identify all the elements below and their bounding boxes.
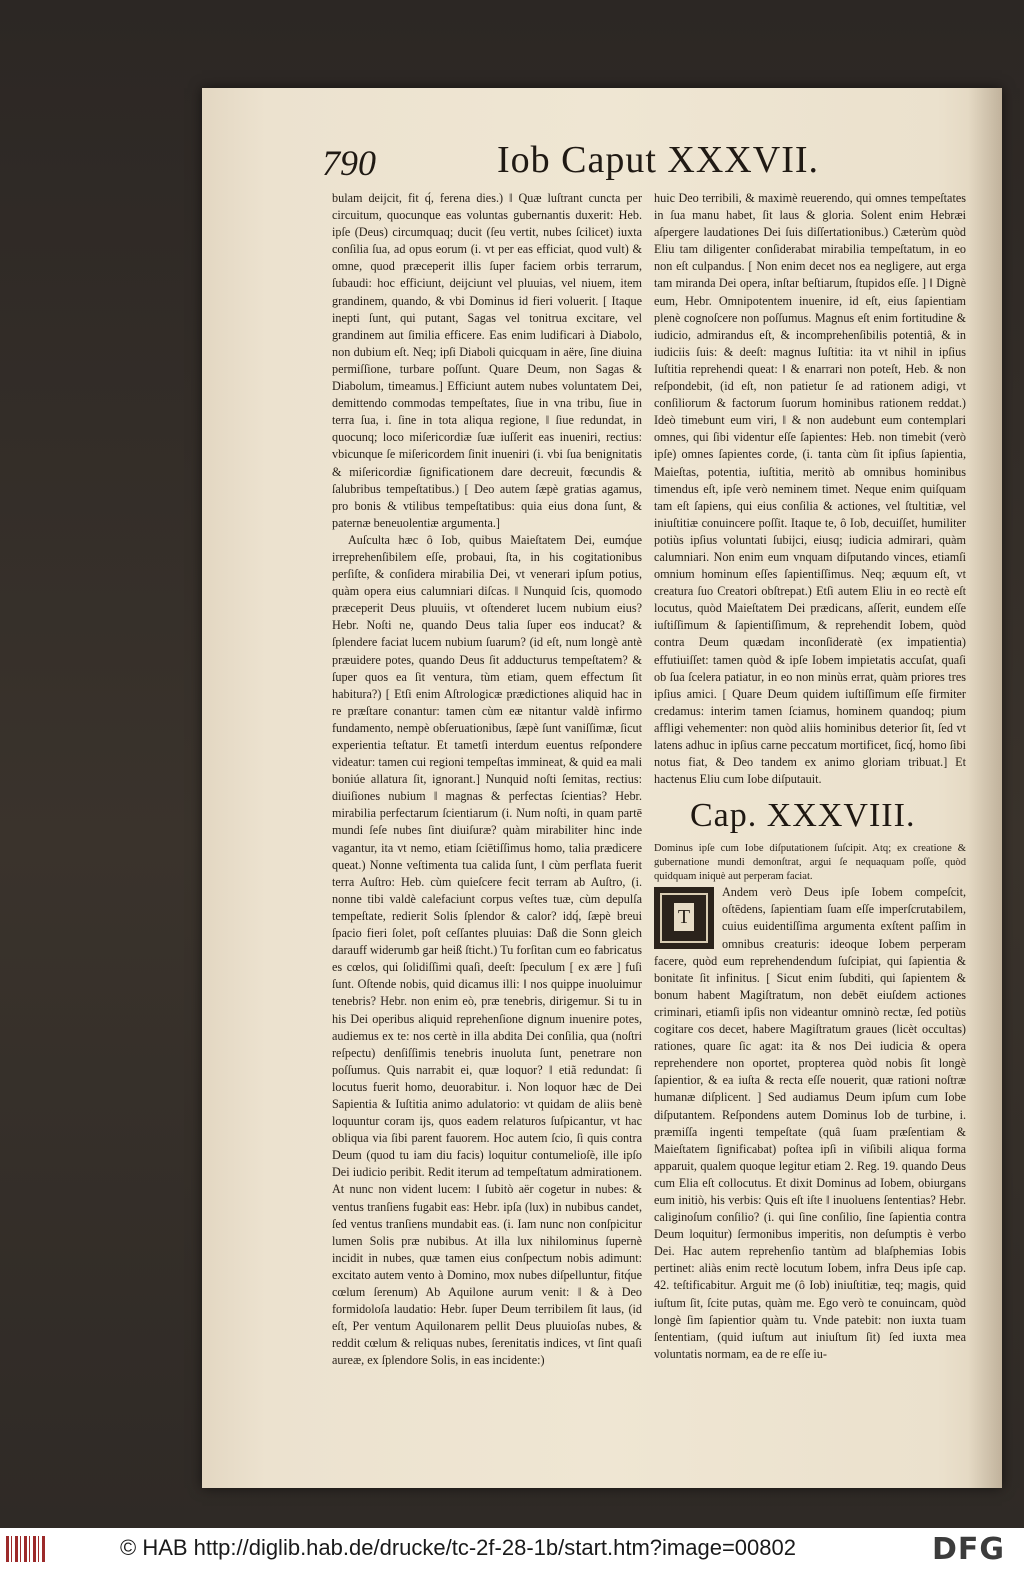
left-paragraph-2: Auſculta hæc ô Iob, quibus Maieſtatem Dei, eumq́ue irreprehenſibilem eſſe, probaui, ſta, in his cogitationibus perſiſte, & conſidera mirabilia Dei, vt venerari ipſum potius, quàm opera eius calumniari diſcas. ‖ Nunquid ſcis, quomodo præceperit Deus pluuiis, vt oſtenderet lucem nubium eius? Hebr. Noſti ne, quando Deus talia ſuper eos inducat? & ſplendere faciat lucem nubium ſuarum? (id eſt, num longè antè præuidere potes, quando Deus ſit adducturus tempeſtatem? & ſuper quos ea ſit ventura, tùm etiam, quem effectum ſit habitura?) [ Etſi enim Aſtrologicæ prædictiones aliquid hac in re præſtare conantur: tamen cùm eæ nitantur valdè infirmo fundamento, nempè obſeruationibus, ſæpè ſunt vaniſſimæ, ſicut experientia teſtatur. Et tametſi interdum euentus reſpondere videatur: tamen cui regioni tempeſtas immineat, & quid ea mali boniúe allatura ſit, ignorant.] Nunquid noſti ſemitas, rectius: diuiſiones nubium ‖ magnas & perfectas ſcientias? Hebr. mirabilia perfectarum ſcientiarum (i. Num noſti, in quam partē mundi ſeſe nubes ſint diuiſuræ? quàm mirabiliter hinc inde vagantur, ita vt nemo, etiam ſciētiſſimus homo, talia prædicere queat.) Nonne veſtimenta tua calida ſunt, ‖ cùm perflata fuerit terra Auſtro: Heb. cùm quieſcere fecit terram ab Auſtro, (i. nonne tibi valdè calefaciunt corpus veſtes tuæ, cùm depulſa tempeſtate, redierit Solis ſplendor & calor? idq́, ſæpè breui ſpacio fieri ſolet, poſt ceſſantes pluuias: Daß die Sonn gleich darauff widerumb gar heiß ſticht.) Tu forſitan cum eo fabricatus es cœlos, qui ſolidiſſimi quaſi, deeſt: ſpeculum [ ex ære ] fuſi ſunt. Oſtende nobis, quid dicamus illi: ‖ nos quippe inuoluimur tenebris? Hebr. non enim eò, præ tenebris, dirigemur. Si tu in his Dei operibus aliquid reprehenſione dignum inuenire potes, audiemus ex te: nos certè in illa abdita Dei conſilia, qua (noſtri reſpectu) denſiſſimis tenebris inuoluta ſunt, penetrare non poſſumus. Quis narrabit ei, quæ loquor? ‖ etiã redundat: ſi locutus fuerit homo, deuorabitur. i. Non loquor hæc de Dei Sapientia & Iuſtitia animo adulatorio: vt quidam de aliis benè loquuntur coram ijs, quos eadem relaturos ſuſpicantur, vt hac obliqua via ſibi parent fauorem. Hoc autem ſcio, ſi quis contra Deum (quod tu iam diu facis) loquitur contumelioſè, ille ipſo Dei iudicio peribit. Redit iterum ad tempeſtatum admirationem. At nunc non vident lucem: ‖ ſubitò aër cogetur in nubes: & ventus tranſiens fugabit eas: Hebr. ipſa (lux) in nubibus candet, ſed ventus tranſiens mundabit eas. (i. Iam nunc non conſpicitur lumen Solis præ nubibus. At illa lux nihilominus ſupernè incidit in nubes, quæ tamen eius conſpectum nobis adimunt: excitato autem vento à Domino, mox nubes diſpelluntur, fitq́ue cœlum ſerenum) Ab Aquilone aurum venit: ‖ & à Deo formidoloſa laudatio: Hebr. ſuper Deum terribilem ſit laus, (id eſt, Per ventum Aquilonarem pellit Deus pluuioſas nubes, & reddit cœlum & reliquas nubes, ſerenitatis indices, vt ſint quaſi aureæ, ex ſplendore Solis, in eas incidente:) <box>332 532 642 1368</box>
running-title: Iob Caput XXXVII. <box>497 139 820 181</box>
chapter-body <box>654 884 966 1363</box>
source-url[interactable]: © HAB http://diglib.hab.de/drucke/tc-2f-28-1b/start.htm?image=00802 <box>120 1535 796 1560</box>
viewer-footer <box>0 1528 1024 1570</box>
initial-letter: T <box>674 903 694 931</box>
barcode-icon <box>6 1536 46 1562</box>
dfg-logo: DFG <box>932 1532 1006 1567</box>
page-gutter-shadow <box>968 88 1002 1488</box>
right-column <box>654 190 966 1363</box>
chapter-argument: Dominus ipſe cum Iobe diſputationem ſuſcipit. Atq; ex creatione & gubernatione mundi demonſtrat, argui ſe nequaquam poſſe, quòd quidquam iniquè aut perperam faciat. <box>654 843 966 883</box>
page-number: 790 <box>322 143 376 183</box>
left-paragraph-1: bulam deijcit, fit q́, ferena dies.) ‖ Quæ luſtrant cuncta per circuitum, quocunque eas voluntas gubernantis duxerit: Heb. ipſe (Deus) circumquaq; ducit (ſeu vertit, nubes ſcilicet) iuxta conſilia ſua, ad opus eorum (i. vt per eas efficiat, quod vult) & omne, quod præceperit illis ſuper faciem orbis terrarum, ſubaudi: hoc efficiunt, deijciunt vel pluuias, vel niuem, item grandinem, quando, & vbi Dominus id fieri voluerit. [ Itaque inepti ſunt, qui putant, Sagas vel tonitrua excitare, vel grandinem aut ſimilia efficere. Eas enim ludificari à Diabolo, non dubium eſt. Neq; ipſi Diaboli quicquam in aëre, ſine diuina permiſſione, turbare poſſunt. Quare Deum, non Sagas & Diabolum, timeamus.] Efficiunt autem nubes voluntatem Dei, demittendo commodas tempeſtates, ſiue in vna tribu, ſiue in terra ſua, i. ſine in tota aliqua regione, ‖ ſiue redundat, in quocunq; loco miſericordiæ ſuæ iuſſerit eas inueniri, rectius: vbicunque ſe miſericordem ſinit inueniri (i. vbi ſua benignitatis & miſericordiæ ſignificationem dare decreuit, fœcundis & ſalubribus tempeſtatibus.) [ Deo autem ſæpè gratias agamus, pro bonis & vtilibus tempeſtatibus: quia eius dona ſunt, & paternæ beneuolentiæ argumenta.] <box>332 191 642 530</box>
chapter-heading: Cap. XXXVIII. <box>690 797 916 835</box>
running-head <box>322 138 962 184</box>
chapter-paragraph-1: Andem verò Deus ipſe Iobem compeſcit, oſtēdens, ſapientiam ſuam eſſe imperſcrutabilem, cuius euidentiſſima argumenta exſtent paſſim in omnibus creaturis: ideoque Iobem perperam facere, quòd eum reprehendendum ſuſcipiat, qui ſapientia & bonitate ſit infinitus. [ Sicut enim ſubditi, qui ſapientem & bonum habent Magiſtratum, non debēt eiuſdem actiones criminari, etiamſi ipſis non videantur omninò rectæ, ſed potiùs cogitare cos decet, habere Magiſtratum graues (licèt occultas) rationes, quare ſic agat: ita & nos Dei iudicia & opera reprehendere non oportet, propterea quòd nobis ſit longè ſapientior, & ea iuſta & recta eſſe nouerit, quæ rationi noſtræ humanæ diſplicent. ] Sed audiamus Deum ipſum cum Iobe diſputantem. Reſpondens autem Dominus Iob de turbine, i. præmiſſa ingenti tempeſtate (quâ ſuam præſentiam & Maieſtatem ſignificabat) poſtea ipſi in viſibili aliqua forma apparuit, qualem quoque legitur etiam 2. Reg. 19. quando Deus cum Elia eſt collocutus. Et dixit Dominus ad Iobem, obiurgans eum initiò, his verbis: Quis eſt iſte ‖ inuoluens ſententias? Hebr. caliginoſum conſilio? (i. qui ſine conſilio, ſine ſapientia contra Deum loquitur) ſermonibus imperitis, non deſumptis è verbo Dei. Hac autem reprehenſio tantùm ad blaſphemias Iobis pertinet: aliàs enim rectè locutum Iobem, infra Deus ipſe cap. 42. teſtificabitur. Arguit me (ô Iob) iniuſtitiæ, teq; magis, quid iuſtum ſit, ſcite putas, quàm me. Ego verò te conuincam, quòd longè ſim ſapientior quàm tu. Vnde patebit: non iuxta tuam ſententiam, (quid iuſtum aut iniuſtum ſit) ſed iuxta mea voluntatis normam, ea de re eſſe iu- <box>654 885 966 1361</box>
right-paragraph-1: huic Deo terribili, & maximè reuerendo, qui omnes tempeſtates in ſua manu habet, ſit laus & gloria. Solent enim Hebræi aſpergere laudationes Dei ſuis diſſertationibus.) Cæterùm quòd Eliu tam diligenter conſiderabat mirabilia tempeſtatum, in eo non eſt culpandus. [ Non enim decet nos ea negligere, aut erga tam miranda Dei opera, inſtar beſtiarum, ſtupidos eſſe. ] ‖ Dignè eum, Hebr. Omnipotentem inuenire, id eſt, eius ſapientiam plenè cognoſcere non poſſumus. Magnus eſt enim fortitudine & iudicio, admirandus eſt, & incomprehenſibilis potentiâ, & in iudiciis ſuis: & deeſt: magnus Iuſtitia: ita vt nihil in ipſius Iuſtitia reprehendi queat: ‖ & enarrari non poteſt, Heb. & non reſpondebit, (id eſt, non patietur ſe ad rationem adigi, vt conſiliorum & factorum ſuorum hominibus rationem reddat.) Ideò timebunt eum viri, ‖ & non audebunt eum contemplari omnes, qui ſibi videntur eſſe ſapientes: Heb. non timebit (verò ipſe) omnes ſapientes corde, (i. tanta cùm ſit ipſius ſapientia, Maieſtas, potentia, iuſtitia, meritò ab omnibus hominibus timendus eſt, ipſe verò neminem timet. Neque enim quiſquam tam eſt ſapiens, qui eius conſilia & actiones, vel ſtultitiæ, vel iniuſtitiæ conuincere poſſit. Itaque te, ô Iob, decuiſſet, humiliter potiùs ipſius voluntati ſubijci, eiusq; iudicia admirari, quàm calumniari. Non enim eum vnquam diſputando vinces, etiamſi omnium hominum eſſes ſapientiſſimus. Neq; æquum eſt, vt creatura ſuo Creatori obſtrepat.) Etſi autem Eliu in eo rectè eſt locutus, quòd Maieſtatem Dei prædicans, aſſerit, eundem eſſe iuſtiſſimum & ſapientiſſimum, & reprehendit Iobem, quòd contra Deum quædam inconſideratè (ex impatientia) effutiuiſſet: tamen quòd & ipſe Iobem impietatis accuſat, quaſi ob ſua ſcelera patiatur, in eo non minùs errat, quàm priores tres ipſius amici. [ Quare Deum quidem iuſtiſſimum eſſe firmiter credamus: interim tamen ſciamus, hominem quandoq; pium affligi vehementer: non quòd aliis hominibus deterior ſit, ſed vt latens adhuc in ipſius carne peccatum mortificet, ſicq́, homo ſibi notus fiat, & Deo tandem ex animo gloriam tribuat.] Et hactenus Eliu cum Iobe diſputauit. <box>654 191 966 787</box>
left-column <box>332 190 642 1369</box>
decorated-initial <box>654 887 714 949</box>
book-page <box>202 88 1002 1488</box>
